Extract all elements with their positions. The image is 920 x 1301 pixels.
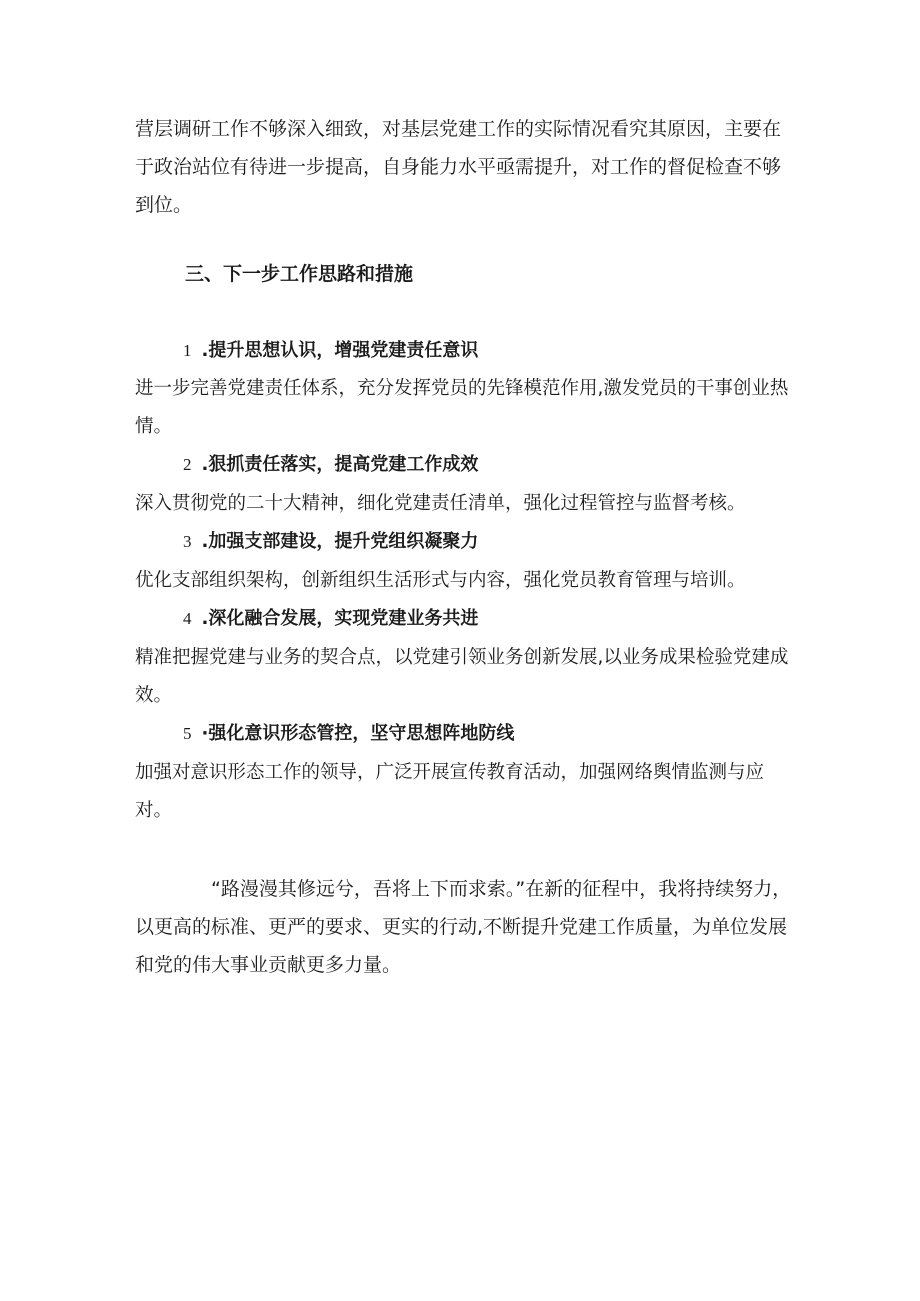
measure-item-4-heading — [183, 604, 478, 634]
measure-item-3-heading — [183, 527, 478, 557]
measure-item-1-body: 进一步完善党建责任体系，充分发挥党员的先锋模范作用,激发党员的干事创业热情。 — [135, 378, 789, 437]
measure-item-5-title: ·强化意识形态管控，坚守思想阵地防线 — [201, 723, 515, 744]
measure-item-2-heading — [183, 450, 478, 480]
measure-item-1-number: 1 — [183, 341, 192, 360]
measure-item-5-number: 5 — [183, 724, 192, 743]
measure-item-3-body: 优化支部组织架构，创新组织生活形式与内容，强化党员教育管理与培训。 — [135, 570, 746, 591]
intro-paragraph: 营层调研工作不够深入细致，对基层党建工作的实际情况看究其原因，主要在于政治站位有待进一步提高，自身能力水平亟需提升，对工作的督促检查不够到位。 — [135, 118, 782, 216]
measure-item-2-title: .狠抓责任落实，提高党建工作成效 — [201, 454, 479, 475]
measure-item-3-title: .加强支部建设，提升党组织凝聚力 — [201, 531, 479, 552]
measure-item-5-body: 加强对意识形态工作的领导，广泛开展宣传教育活动，加强网络舆情监测与应对。 — [135, 762, 765, 821]
measure-item-3-number: 3 — [183, 532, 192, 551]
measure-item-1-title: .提升思想认识，增强党建责任意识 — [201, 340, 479, 361]
measure-item-1-heading — [183, 336, 478, 366]
measure-item-2-body: 深入贯彻党的二十大精神，细化党建责任清单，强化过程管控与监督考核。 — [135, 493, 746, 514]
measure-item-5-heading — [183, 719, 514, 749]
closing-paragraph: “路漫漫其修远兮，吾将上下而求索。”在新的征程中，我将持续努力，以更高的标准、更严的要求、更实的行动,不断提升党建工作质量，为单位发展和党的伟大事业贡献更多力量。 — [135, 878, 792, 976]
measure-item-4-body: 精准把握党建与业务的契合点，以党建引领业务创新发展,以业务成果检验党建成效。 — [135, 647, 789, 706]
measure-item-4-number: 4 — [183, 609, 192, 628]
measure-item-4-title: .深化融合发展，实现党建业务共进 — [201, 608, 479, 629]
measure-item-2-number: 2 — [183, 455, 192, 474]
section-heading: 三、下一步工作思路和措施 — [185, 263, 414, 285]
